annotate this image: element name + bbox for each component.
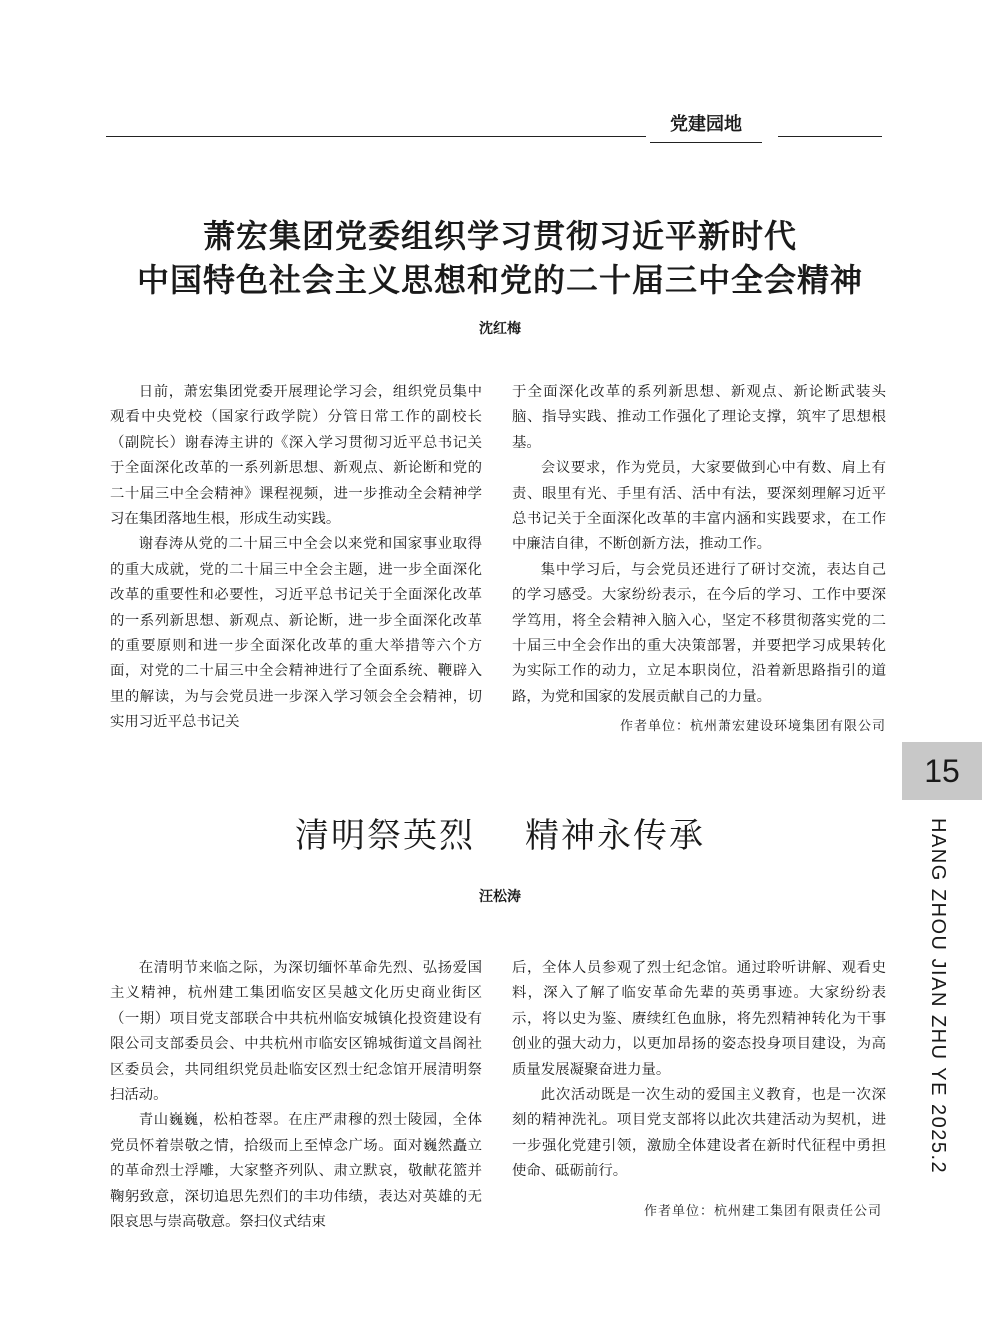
- article2-title: [0, 814, 1000, 858]
- header-rule-left: [106, 136, 646, 137]
- article2-author: 汪松涛: [479, 889, 521, 905]
- article1-credit: 作者单位：杭州萧宏建设环境集团有限公司: [619, 719, 886, 735]
- article2-title-part2: 精神永传承: [525, 816, 705, 856]
- article1-title: [100, 214, 900, 302]
- article1-left-column: [110, 380, 482, 736]
- article2-paragraph-continuation: 后，全体人员参观了烈士纪念馆。通过聆听讲解、观看史料，深入了解了临安革命先辈的英勇事迹。大家纷纷表示，将以史为鉴、赓续红色血脉，将先烈精神转化为干事创业的强大动力，以更加昂扬的姿态投身项目建设，为高质量发展凝聚奋进力量。: [512, 960, 886, 1078]
- article1-right-column: [512, 380, 886, 740]
- article2-left-column: [110, 956, 482, 1235]
- article1-author: 沈红梅: [479, 321, 521, 337]
- article1-title-line1: 萧宏集团党委组织学习贯彻习近平新时代: [202, 217, 797, 255]
- page-number: 15: [902, 742, 982, 800]
- section-label: 党建园地: [650, 112, 762, 143]
- header-rule-right: [778, 136, 882, 137]
- article1-paragraph: 会议要求，作为党员，大家要做到心中有数、肩上有责、眼里有光、手里有活、活中有法，要深刻理解习近平总书记关于全面深化改革的丰富内涵和实践要求，在工作中廉洁自律，不断创新方法，推动工作。: [512, 460, 886, 553]
- article2-paragraph: 青山巍巍，松柏苍翠。在庄严肃穆的烈士陵园，全体党员怀着崇敬之情，拾级而上至悼念广场。面对巍然矗立的革命烈士浮雕，大家整齐列队、肃立默哀，敬献花篮并鞠躬致意，深切追思先烈们的丰功伟绩，表达对英雄的无限哀思与崇高敬意。祭扫仪式结束: [110, 1112, 482, 1231]
- article1-title-line2: 中国特色社会主义思想和党的二十届三中全会精神: [136, 261, 863, 299]
- article2-right-column: [512, 956, 886, 1185]
- article1-paragraph-continuation: 于全面深化改革的系列新思想、新观点、新论断武装头脑、指导实践、推动工作强化了理论支撑，筑牢了思想根基。: [512, 384, 886, 451]
- article1-paragraph: 集中学习后，与会党员还进行了研讨交流，表达自己的学习感受。大家纷纷表示，在今后的学习、工作中要深学笃用，将全会精神入脑入心，坚定不移贯彻落实党的二十届三中全会作出的重大决策部署，并要把学习成果转化为实际工作的动力，立足本职岗位，沿着新思路指引的道路，为党和国家的发展贡献自己的力量。: [512, 561, 886, 705]
- article2-paragraph: 此次活动既是一次生动的爱国主义教育，也是一次深刻的精神洗礼。项目党支部将以此次共建活动为契机，进一步强化党建引领，激励全体建设者在新时代征程中勇担使命、砥砺前行。: [512, 1087, 886, 1180]
- article1-paragraph: 谢春涛从党的二十届三中全会以来党和国家事业取得的重大成就，党的二十届三中全会主题，进一步全面深化改革的重要性和必要性，习近平总书记关于全面深化改革的一系列新思想、新观点、新论断，进一步全面深化改革的重要原则和进一步全面深化改革的重大举措等六个方面，对党的二十届三中全会精神进行了全面系统、鞭辟入里的解读，为与会党员进一步深入学习领会全会精神，切实用习近平总书记关: [110, 536, 482, 731]
- article2-paragraph: 在清明节来临之际，为深切缅怀革命先烈、弘扬爱国主义精神，杭州建工集团临安区吴越文化历史商业街区（一期）项目党支部联合中共杭州临安城镇化投资建设有限公司支部委员会、中共杭州市临安区锦城街道文昌阁社区委员会，共同组织党员赴临安区烈士纪念馆开展清明祭扫活动。: [110, 960, 482, 1104]
- article2-title-part1: 清明祭英烈: [295, 816, 475, 856]
- article1-paragraph: 日前，萧宏集团党委开展理论学习会，组织党员集中观看中央党校（国家行政学院）分管日常工作的副校长（副院长）谢春涛主讲的《深入学习贯彻习近平总书记关于全面深化改革的一系列新思想、新观点、新论断和党的二十届三中全会精神》课程视频，进一步推动全会精神学习在集团落地生根，形成生动实践。: [110, 384, 482, 528]
- article2-credit: 作者单位：杭州建工集团有限责任公司: [643, 1204, 882, 1219]
- journal-name-vertical: HANG ZHOU JIAN ZHU YE 2025.2: [927, 818, 949, 1175]
